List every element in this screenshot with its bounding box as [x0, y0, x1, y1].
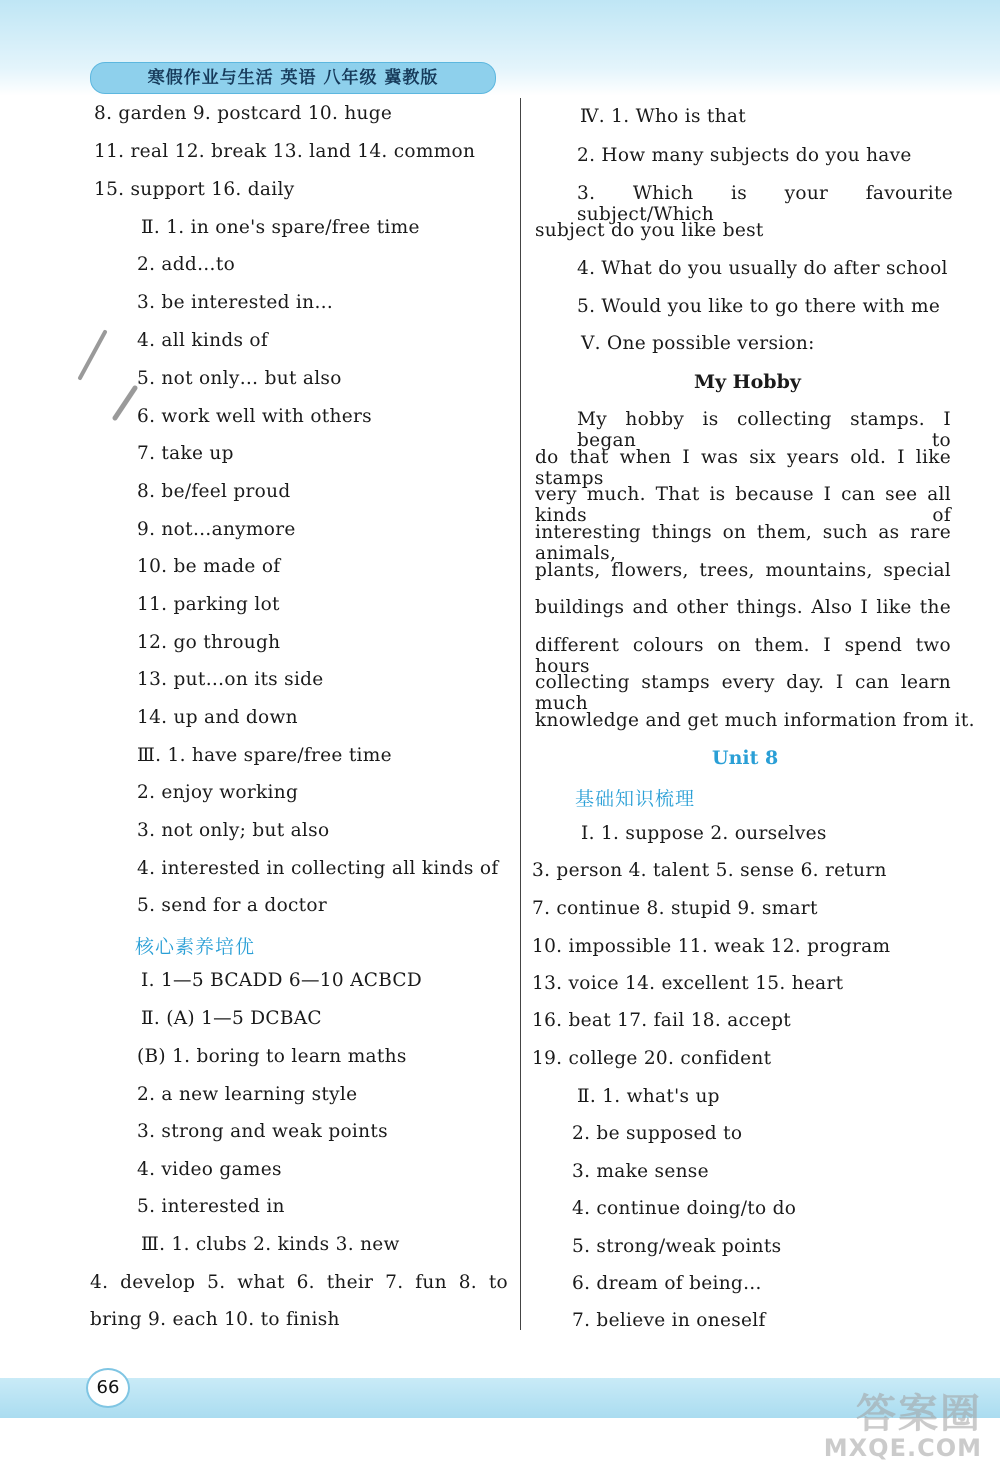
left-line-29: 5. interested in — [137, 1196, 285, 1217]
unit-line-8: Ⅱ. 1. what's up — [577, 1086, 720, 1107]
left-line-16: 13. put…on its side — [137, 669, 324, 690]
essay-line-1: My hobby is collecting stamps. I began to — [577, 409, 951, 451]
essay-line-2: do that when I was six years old. I like stamps — [535, 447, 951, 489]
unit-line-3: 7. continue 8. stupid 9. smart — [532, 898, 818, 919]
right-line-7: Ⅴ. One possible version: — [581, 333, 815, 354]
right-line-5: 4. What do you usually do after school — [577, 258, 948, 279]
essay-title: My Hobby — [694, 371, 801, 393]
essay-line-7: different colours on them. I spend two hours — [535, 635, 951, 677]
left-line-25: (B) 1. boring to learn maths — [137, 1046, 407, 1067]
left-line-1: 8. garden 9. postcard 10. huge — [94, 103, 393, 124]
unit-line-13: 6. dream of being… — [572, 1273, 762, 1294]
unit-line-2: 3. person 4. talent 5. sense 6. return — [532, 860, 887, 881]
header-title: 寒假作业与生活 英语 八年级 冀教版 — [90, 62, 496, 94]
essay-line-6: buildings and other things. Also I like the — [535, 597, 951, 618]
left-line-11: 8. be/feel proud — [137, 481, 291, 502]
unit-line-10: 3. make sense — [572, 1161, 709, 1182]
left-line-3: 15. support 16. daily — [94, 179, 295, 200]
left-line-26: 2. a new learning style — [137, 1084, 358, 1105]
right-line-3: 3. Which is your favourite subject/Which — [577, 183, 953, 225]
left-line-22: 5. send for a doctor — [137, 895, 327, 916]
left-line-18: Ⅲ. 1. have spare/free time — [137, 745, 392, 766]
left-line-5: 2. add…to — [137, 254, 236, 275]
left-line-30: Ⅲ. 1. clubs 2. kinds 3. new — [141, 1234, 400, 1255]
left-line-19: 2. enjoy working — [137, 782, 299, 803]
unit-line-4: 10. impossible 11. weak 12. program — [532, 936, 891, 957]
left-line-6: 3. be interested in… — [137, 292, 334, 313]
unit-line-11: 4. continue doing/to do — [572, 1198, 797, 1219]
left-line-4: Ⅱ. 1. in one's spare/free time — [141, 217, 420, 238]
left-line-23: Ⅰ. 1—5 BCADD 6—10 ACBCD — [141, 970, 423, 991]
left-line-28: 4. video games — [137, 1159, 282, 1180]
left-line-24: Ⅱ. (A) 1—5 DCBAC — [141, 1008, 322, 1029]
essay-line-9: knowledge and get much information from it. — [535, 710, 975, 731]
essay-line-4: interesting things on them, such as rare animals, — [535, 522, 951, 564]
page-number: 66 — [86, 1368, 130, 1408]
left-line-31: 4. develop 5. what 6. their 7. fun 8. to — [90, 1272, 508, 1293]
left-line-27: 3. strong and weak points — [137, 1121, 388, 1142]
left-line-32: bring 9. each 10. to finish — [90, 1309, 340, 1330]
right-line-1: Ⅳ. 1. Who is that — [580, 106, 746, 127]
unit-line-7: 19. college 20. confident — [532, 1048, 772, 1069]
unit-line-12: 5. strong/weak points — [572, 1236, 782, 1257]
left-line-13: 10. be made of — [137, 556, 281, 577]
right-line-2: 2. How many subjects do you have — [577, 145, 912, 166]
essay-line-8: collecting stamps every day. I can learn much — [535, 672, 951, 714]
unit-line-14: 7. believe in oneself — [572, 1310, 766, 1331]
right-line-6: 5. Would you like to go there with me — [577, 296, 941, 317]
section-heading-core: 核心素养培优 — [135, 936, 256, 958]
right-line-4: subject do you like best — [535, 220, 764, 241]
watermark-url: MXQE.COM — [823, 1434, 982, 1462]
watermark-logo — [816, 1382, 986, 1468]
left-line-7: 4. all kinds of — [137, 330, 269, 351]
left-line-2: 11. real 12. break 13. land 14. common — [94, 141, 476, 162]
left-line-17: 14. up and down — [137, 707, 298, 728]
unit-line-5: 13. voice 14. excellent 15. heart — [532, 973, 844, 994]
left-line-12: 9. not…anymore — [137, 519, 296, 540]
unit-line-6: 16. beat 17. fail 18. accept — [532, 1010, 792, 1031]
left-line-8: 5. not only… but also — [137, 368, 342, 389]
unit-title: Unit 8 — [712, 747, 779, 769]
section-heading-basics: 基础知识梳理 — [575, 788, 696, 810]
left-line-10: 7. take up — [137, 443, 234, 464]
left-line-20: 3. not only; but also — [137, 820, 330, 841]
unit-line-1: Ⅰ. 1. suppose 2. ourselves — [581, 823, 827, 844]
watermark-text: 答案圈 — [856, 1391, 982, 1437]
left-line-21: 4. interested in collecting all kinds of — [137, 858, 499, 879]
left-line-15: 12. go through — [137, 632, 281, 653]
left-line-9: 6. work well with others — [137, 406, 372, 427]
essay-line-3: very much. That is because I can see all kinds of — [535, 484, 951, 526]
unit-line-9: 2. be supposed to — [572, 1123, 743, 1144]
column-divider — [520, 98, 521, 1330]
essay-line-5: plants, flowers, trees, mountains, special — [535, 560, 951, 581]
left-line-14: 11. parking lot — [137, 594, 280, 615]
pencil-mark-icon — [70, 320, 150, 430]
